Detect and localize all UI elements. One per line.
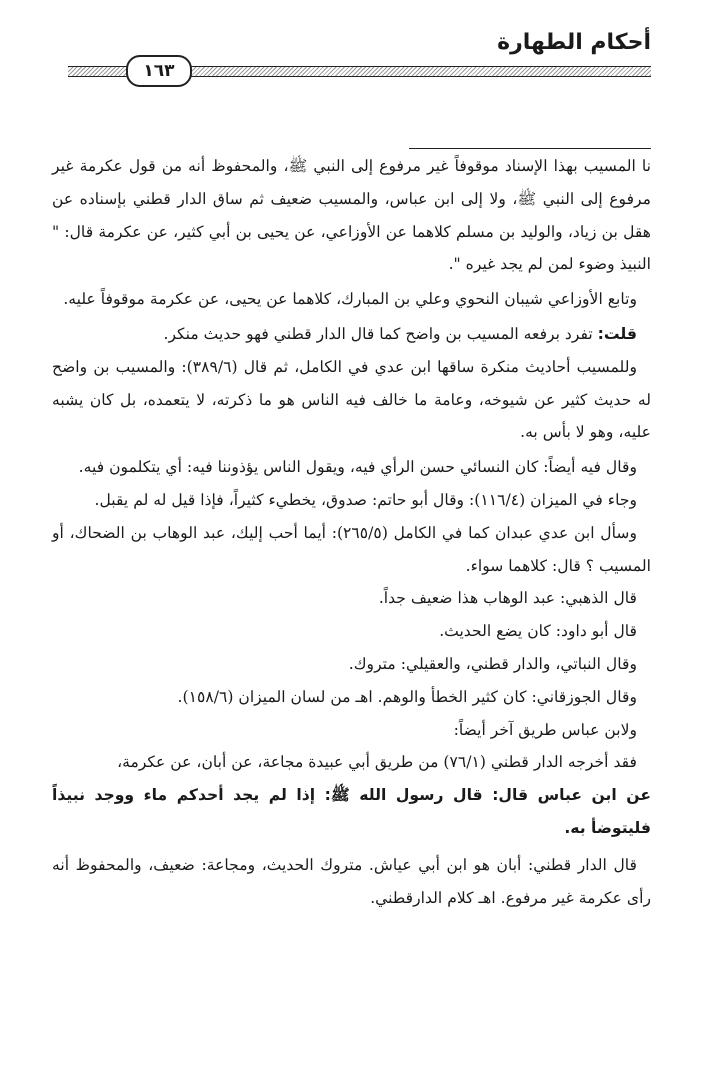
paragraph-another-route: ولابن عباس طريق آخر أيضاً:: [453, 720, 637, 739]
paragraph-abu-dawud: قال أبو داود: كان يضع الحديث.: [439, 622, 637, 641]
paragraph-jawzaqani: وقال الجوزقاني: كان كثير الخطأ والوهم. اهـ من لسان الميزان (١٥٨/٦).: [177, 687, 637, 706]
paragraph-hadith-text: عن ابن عباس قال: قال رسول الله ﷺ: إذا لم يجد أحدكم ماء ووجد نبيذاً فليتوضأ به.: [52, 786, 651, 837]
footnote-rule: [409, 148, 651, 149]
qultu-text: تفرد برفعه المسيب بن واضح كما قال الدار قطني فهو حديث منكر.: [163, 324, 598, 343]
paragraph-daraqutni-takhrij: فقد أخرجه الدار قطني (٧٦/١) من طريق أبي عبيدة مجاعة، عن أبان، عن عكرمة،: [117, 753, 637, 772]
paragraph-musayyab-ahadith: وللمسيب أحاديث منكرة ساقها ابن عدي في الكامل، ثم قال (٣٨٩/٦): والمسيب بن واضح له حديث كثير عن شيوخه، وعامة ما خالف فيه الناس هو ما ذكرته، لا يتعمده، بل كان يشبه عليه، وهو لا بأس به.: [52, 357, 651, 442]
paragraph-mizan: وجاء في الميزان (١١٦/٤): وقال أبو حاتم: صدوق، يخطيء كثيراً، فإذا قيل له لم يقبل.: [94, 490, 637, 509]
header-title: أحكام الطهارة: [497, 30, 651, 55]
paragraph-qultu: [52, 318, 651, 351]
page-number: ١٦٣: [126, 55, 192, 87]
paragraph-nasai: وقال فيه أيضاً: كان النسائي حسن الرأي فيه، ويقول الناس يؤذوننا فيه: أي يتكلمون فيه.: [78, 458, 637, 477]
paragraph-daraqutni-verdict: قال الدار قطني: أبان هو ابن أبي عياش. متروك الحديث، ومجاعة: ضعيف، والمحفوظ أنه رأى عكرمة غير مرفوع. اهـ كلام الدارقطني.: [52, 855, 651, 907]
qultu-label: قلت:: [597, 324, 637, 343]
paragraph-awzai-follow-up: وتابع الأوزاعي شيبان النحوي وعلي بن المبارك، كلاهما عن يحيى، عن عكرمة موقوفاً عليه.: [63, 290, 637, 309]
paragraph-nabati: وقال النباتي، والدار قطني، والعقيلي: متروك.: [348, 654, 637, 673]
page-body: [52, 150, 651, 914]
paragraph-dhahabi: قال الذهبي: عبد الوهاب هذا ضعيف جداً.: [378, 589, 637, 608]
paragraph-footnote-continuation: نا المسيب بهذا الإسناد موقوفاً غير مرفوع إلى النبي ﷺ، والمحفوظ أنه من قول عكرمة غير مرفوع إلى النبي ﷺ، ولا إلى ابن عباس، والمسيب ضعيف ثم ساق الدار قطني بإسناده عن هقل بن زياد، والوليد بن مسلم كلاهما عن الأوزاعي، عن يحيى بن أبي كثير، عن عكرمة قال: " النبيذ وضوء لمن لم يجد غيره ".: [52, 157, 651, 274]
paragraph-ibn-adi: وسأل ابن عدي عبدان كما في الكامل (٢٦٥/٥): أيما أحب إليك، عبد الوهاب بن الضحاك، أو المسيب ؟ قال: كلاهما سواء.: [52, 523, 651, 575]
